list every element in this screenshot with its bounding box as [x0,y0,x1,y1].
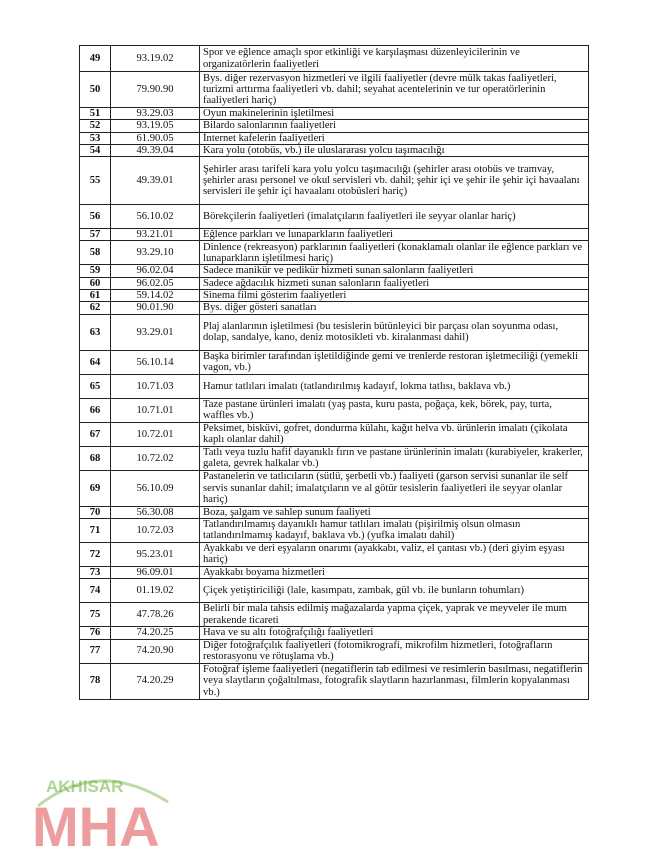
table-row [80,72,589,108]
activity-code-cell: 79.90.90 [111,72,200,108]
activity-code-cell: 90.01.90 [111,302,200,314]
activity-code-table [79,45,589,700]
table-row [80,470,589,506]
activity-code-cell: 10.72.01 [111,422,200,446]
activity-description-cell: Ayakkabı ve deri eşyaların onarımı (ayakkabı, valiz, el çantası vb.) (deri giyim eşyası hariç) [200,542,589,566]
table-row [80,144,589,156]
row-number-cell: 77 [80,639,111,663]
activity-description-cell: Tatlı veya tuzlu hafif dayanıklı fırın ve pastane ürünlerinin imalatı (kurabiyeler, krakerler, galeta, gevrek halkalar vb.) [200,446,589,470]
table-row [80,663,589,699]
activity-code-cell: 47.78.26 [111,603,200,627]
table-row [80,422,589,446]
activity-description-cell: Plaj alanlarının işletilmesi (bu tesislerin bütünleyici bir parçası olan soyunma odası, dolap, sandalye, kano, deniz motosikleti vb. kiralanması dahil) [200,314,589,350]
activity-description-cell: Çiçek yetiştiriciliği (lale, kasımpatı, zambak, gül vb. ile bunların tohumları) [200,579,589,603]
activity-code-cell: 10.72.03 [111,518,200,542]
table-row [80,603,589,627]
activity-code-cell: 56.10.14 [111,350,200,374]
activity-code-cell: 93.29.10 [111,241,200,265]
row-number-cell: 61 [80,290,111,302]
table-row [80,241,589,265]
table-row [80,506,589,518]
row-number-cell: 54 [80,144,111,156]
row-number-cell: 76 [80,627,111,639]
table-row [80,314,589,350]
activity-code-cell: 93.29.01 [111,314,200,350]
activity-description-cell: Eğlence parkları ve lunaparkların faaliyetleri [200,229,589,241]
activity-description-cell: Sadece ağdacılık hizmeti sunan salonların faaliyetleri [200,277,589,289]
activity-description-cell: Spor ve eğlence amaçlı spor etkinliği ve karşılaşması düzenleyicilerinin ve organizatörlerin faaliyetleri [200,46,589,72]
row-number-cell: 73 [80,566,111,578]
table-row [80,46,589,72]
table-row [80,398,589,422]
activity-code-cell: 10.72.02 [111,446,200,470]
activity-code-cell: 10.71.01 [111,398,200,422]
activity-code-cell: 96.02.05 [111,277,200,289]
activity-code-cell: 96.02.04 [111,265,200,277]
activity-description-cell: Sadece manikür ve pedikür hizmeti sunan salonların faaliyetleri [200,265,589,277]
table-row [80,277,589,289]
activity-description-cell: Börekçilerin faaliyetleri (imalatçıların faaliyetleri ile seyyar olanlar hariç) [200,205,589,229]
table-row [80,446,589,470]
table-row [80,579,589,603]
table-row [80,374,589,398]
table-row [80,157,589,205]
table-row [80,290,589,302]
activity-description-cell: Taze pastane ürünleri imalatı (yaş pasta, kuru pasta, poğaça, kek, börek, pay, turta, waffles vb.) [200,398,589,422]
row-number-cell: 78 [80,663,111,699]
table-row [80,627,589,639]
activity-description-cell: Şehirler arası tarifeli kara yolu yolcu taşımacılığı (şehirler arası otobüs ve tramvay, şehirler arası personel ve okul servisleri vb. dahil; şehir içi ve şehir ile şehir içi havaalanı servisleri ile şehir içi havaalanı otobüsleri hariç) [200,157,589,205]
row-number-cell: 71 [80,518,111,542]
table-row [80,518,589,542]
activity-code-cell: 74.20.90 [111,639,200,663]
row-number-cell: 60 [80,277,111,289]
activity-code-cell: 96.09.01 [111,566,200,578]
table-row [80,229,589,241]
activity-description-cell: Bilardo salonlarının faaliyetleri [200,120,589,132]
activity-description-cell: Başka birimler tarafından işletildiğinde gemi ve trenlerde restoran işletmeciliği (yemekli vagon, vb.) [200,350,589,374]
activity-code-cell: 93.19.02 [111,46,200,72]
row-number-cell: 51 [80,108,111,120]
row-number-cell: 58 [80,241,111,265]
row-number-cell: 75 [80,603,111,627]
table-row [80,302,589,314]
row-number-cell: 62 [80,302,111,314]
activity-description-cell: Boza, şalgam ve sahlep sunum faaliyeti [200,506,589,518]
row-number-cell: 49 [80,46,111,72]
activity-code-cell: 56.10.09 [111,470,200,506]
row-number-cell: 56 [80,205,111,229]
activity-code-cell: 95.23.01 [111,542,200,566]
table-row [80,566,589,578]
row-number-cell: 67 [80,422,111,446]
activity-description-cell: Belirli bir mala tahsis edilmiş mağazalarda yapma çiçek, yaprak ve meyveler ile mum perakende ticareti [200,603,589,627]
table-row [80,639,589,663]
table-body [80,46,589,700]
row-number-cell: 74 [80,579,111,603]
activity-code-cell: 56.30.08 [111,506,200,518]
activity-description-cell: Bys. diğer rezervasyon hizmetleri ve ilgili faaliyetler (devre mülk takas faaliyetleri, turizmi arttırma faaliyetleri vb. dahil; seyahat acentelerinin ve tur operatörlerinin faaliyetleri hariç) [200,72,589,108]
activity-code-cell: 59.14.02 [111,290,200,302]
activity-description-cell: Pastanelerin ve tatlıcıların (sütlü, şerbetli vb.) faaliyeti (garson servisi sunanlar ile self servis sunanlar dahil; imalatçıların ve al götür tesislerin faaliyetleri ile seyyar olanlar hariç) [200,470,589,506]
akhisar-mha-watermark-logo [28,762,178,852]
activity-code-cell: 74.20.25 [111,627,200,639]
activity-code-cell: 93.21.01 [111,229,200,241]
table-row [80,132,589,144]
activity-code-cell: 74.20.29 [111,663,200,699]
activity-description-cell: İnternet kafelerin faaliyetleri [200,132,589,144]
activity-code-cell: 56.10.02 [111,205,200,229]
activity-code-cell: 49.39.01 [111,157,200,205]
activity-code-cell: 49.39.04 [111,144,200,156]
activity-description-cell: Diğer fotoğrafçılık faaliyetleri (fotomikrografi, mikrofilm hizmetleri, fotoğrafların restorasyonu ve rötuşlama vb.) [200,639,589,663]
activity-description-cell: Kara yolu (otobüs, vb.) ile uluslararası yolcu taşımacılığı [200,144,589,156]
activity-code-cell: 10.71.03 [111,374,200,398]
activity-description-cell: Tatlandırılmamış dayanıklı hamur tatlıları imalatı (pişirilmiş olsun olmasın tatlandırılmamış kadayıf, baklava vb.) (yufka imalatı dahil) [200,518,589,542]
activity-description-cell: Hava ve su altı fotoğrafçılığı faaliyetleri [200,627,589,639]
row-number-cell: 65 [80,374,111,398]
row-number-cell: 64 [80,350,111,374]
row-number-cell: 70 [80,506,111,518]
activity-code-cell: 93.19.05 [111,120,200,132]
activity-description-cell: Peksimet, bisküvi, gofret, dondurma külahı, kağıt helva vb. ürünlerin imalatı (çikolata kaplı olanlar dahil) [200,422,589,446]
table-row [80,205,589,229]
table-row [80,542,589,566]
activity-description-cell: Ayakkabı boyama hizmetleri [200,566,589,578]
activity-description-cell: Sinema filmi gösterim faaliyetleri [200,290,589,302]
activity-description-cell: Oyun makinelerinin işletilmesi [200,108,589,120]
row-number-cell: 53 [80,132,111,144]
activity-code-cell: 61.90.05 [111,132,200,144]
activity-description-cell: Bys. diğer gösteri sanatları [200,302,589,314]
table-row [80,350,589,374]
table-row [80,108,589,120]
watermark-bottom-text: MHA [32,795,160,852]
row-number-cell: 52 [80,120,111,132]
row-number-cell: 55 [80,157,111,205]
activity-description-cell: Hamur tatlıları imalatı (tatlandırılmış kadayıf, lokma tatlısı, baklava vb.) [200,374,589,398]
activity-code-cell: 93.29.03 [111,108,200,120]
activity-code-cell: 01.19.02 [111,579,200,603]
row-number-cell: 72 [80,542,111,566]
activity-description-cell: Dinlence (rekreasyon) parklarının faaliyetleri (konaklamalı olanlar ile eğlence parkları ve lunaparkların işletilmesi hariç) [200,241,589,265]
row-number-cell: 50 [80,72,111,108]
row-number-cell: 63 [80,314,111,350]
row-number-cell: 68 [80,446,111,470]
table-row [80,265,589,277]
row-number-cell: 66 [80,398,111,422]
watermark-top-text: AKHISAR [46,777,124,796]
row-number-cell: 59 [80,265,111,277]
row-number-cell: 57 [80,229,111,241]
table-row [80,120,589,132]
row-number-cell: 69 [80,470,111,506]
activity-description-cell: Fotoğraf işleme faaliyetleri (negatiflerin tab edilmesi ve resimlerin basılması, negatiflerin veya slaytların çoğaltılması, fotografik slaytların hazırlanması, filmlerin kopyalanması vb.) [200,663,589,699]
